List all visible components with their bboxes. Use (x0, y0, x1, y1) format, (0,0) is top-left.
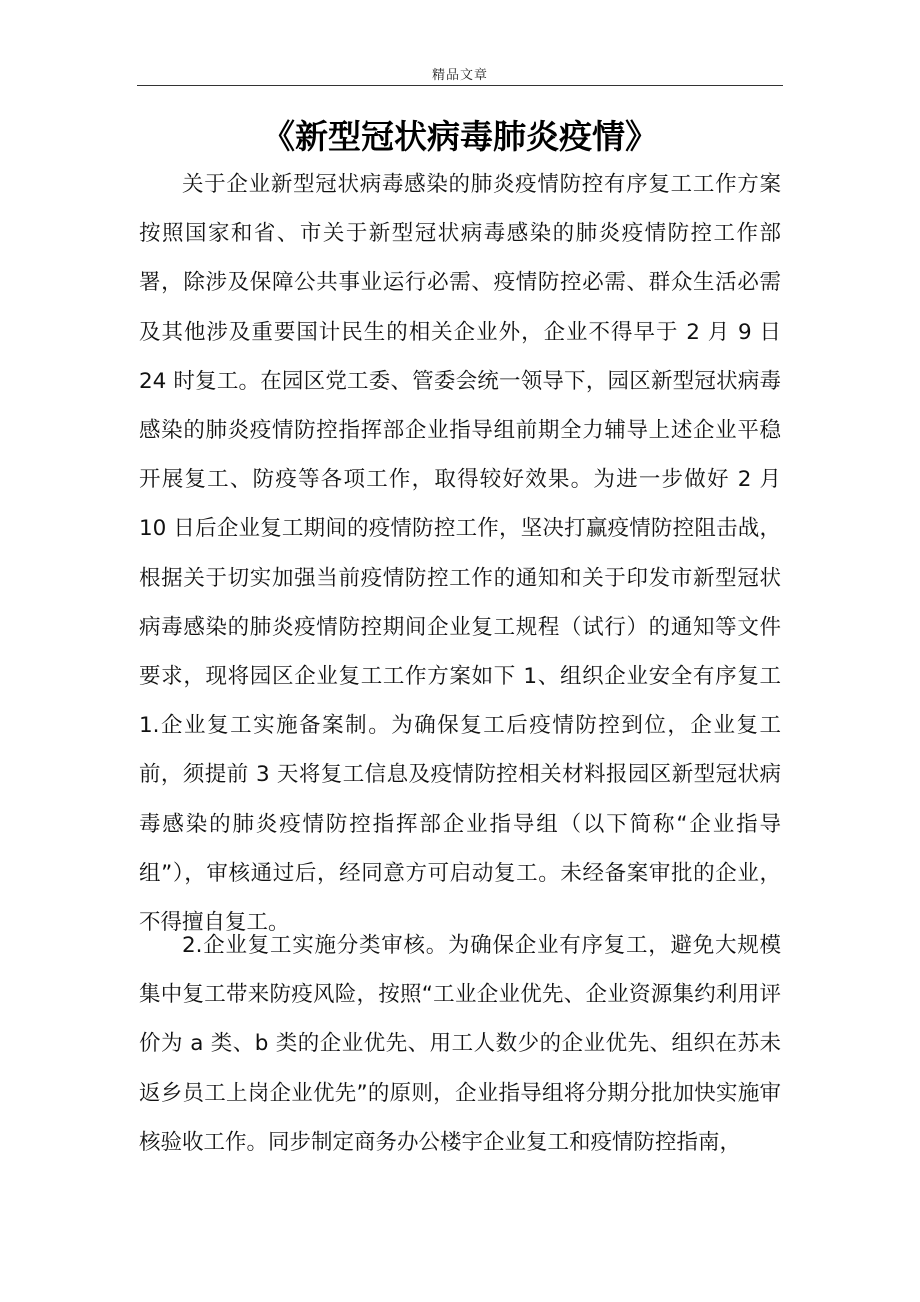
body-paragraph-2 (139, 921, 781, 1167)
paragraph-text: 2.企业复工实施分类审核。为确保企业有序复工，避免大规模集中复工带来防疫风险，按照“工业企业优先、企业资源集约利用评价为 a 类、b 类的企业优先、用工人数少的企业优先、组织在苏未返乡员工上岗企业优先”的原则，企业指导组将分期分批加快实施审核验收工作。同步制定商务办公楼宇企业复工和疫情防控指南， (139, 933, 781, 1155)
header-divider (137, 85, 783, 86)
document-title: 《新型冠状病毒肺炎疫情》 (262, 117, 658, 156)
body-paragraph-1 (139, 160, 781, 947)
paragraph-text: 关于企业新型冠状病毒感染的肺炎疫情防控有序复工工作方案按照国家和省、市关于新型冠状病毒感染的肺炎疫情防控工作部署，除涉及保障公共事业运行必需、疫情防控必需、群众生活必需及其他涉及重要国计民生的相关企业外，企业不得早于 2 月 9 日 24 时复工。在园区党工委、管委会统一领导下，园区新型冠状病毒感染的肺炎疫情防控指挥部企业指导组前期全力辅导上述企业平稳开展复工、防疫等各项工作，取得较好效果。为进一步做好 2 月 10 日后企业复工期间的疫情防控工作，坚决打赢疫情防控阻击战，根据关于切实加强当前疫情防控工作的通知和关于印发市新型冠状病毒感染的肺炎疫情防控期间企业复工规程（试行）的通知等文件要求，现将园区企业复工工作方案如下 1、组织企业安全有序复工 1.企业复工实施备案制。为确保复工后疫情防控到位，企业复工前，须提前 3 天将复工信息及疫情防控相关材料报园区新型冠状病毒感染的肺炎疫情防控指挥部企业指导组（以下简称“企业指导组”），审核通过后，经同意方可启动复工。未经备案审批的企业，不得擅自复工。 (139, 172, 781, 936)
page-header: 精品文章 (431, 68, 488, 83)
